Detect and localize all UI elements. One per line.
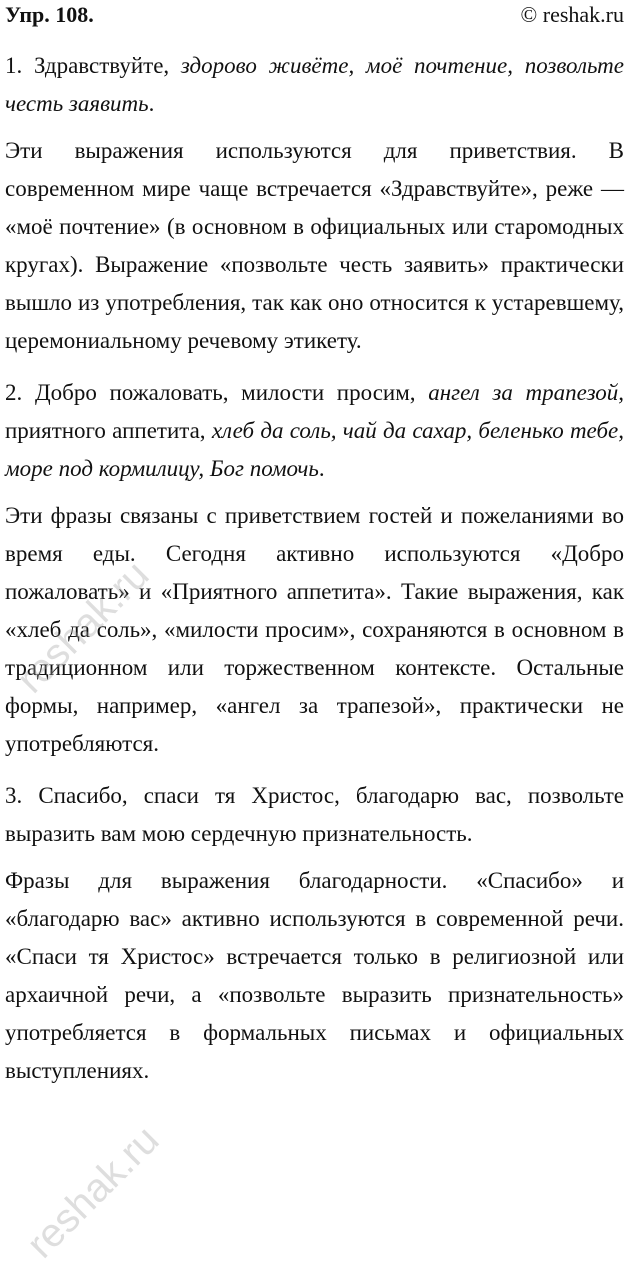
- item-number: 3.: [5, 783, 39, 808]
- item-italic-text: ангел за трапезой,: [428, 380, 624, 405]
- site-credit: © reshak.ru: [520, 2, 624, 27]
- item-end: .: [318, 456, 325, 481]
- item-number: 2.: [5, 380, 35, 405]
- item-1: [5, 47, 624, 123]
- watermark: reshak.ru: [8, 552, 158, 702]
- item-italic-text: здорово живёте, моё почтение, позвольте честь заявить: [5, 53, 624, 116]
- item-text: Здравствуйте,: [33, 53, 181, 78]
- item-text: Спасибо, спаси тя Христос, благодарю вас, позвольте выразить вам мою сердечную признательность.: [5, 783, 625, 846]
- explanation-1: Эти выражения используются для приветствия. В современном мире чаще встречается «Здравствуйте», реже — «моё почтение» (в основном в официальных или старомодных кругах). Выражение «позвольте честь заявить» практически вышло из употребления, так как оно относится к устаревшему, церемониальному речевому этикету.: [5, 138, 624, 353]
- exercise-page: [5, 0, 624, 1090]
- header: [5, 0, 624, 41]
- explanation-3: Фразы для выражения благодарности. «Спасибо» и «благодарю вас» активно используются в современной речи. «Спаси тя Христос» встречается только в религиозной или архаичной речи, а «позвольте выразить признательность» употребляется в формальных письмах и официальных выступлениях.: [5, 868, 624, 1083]
- watermark: reshak.ru: [18, 1117, 168, 1267]
- item-end: .: [148, 91, 155, 116]
- explanation-2: Эти фразы связаны с приветствием гостей и пожеланиями во время еды. Сегодня активно используются «Добро пожаловать» и «Приятного аппетита». Такие выражения, как «хлеб да соль», «милости просим», сохраняются в основном в традиционном или торжественном контексте. Остальные формы, например, «ангел за трапезой», практически не употребляются.: [5, 503, 624, 756]
- item-number: 1.: [5, 53, 34, 78]
- item-italic-text-2: хлеб да соль, чай да сахар, беленько тебе, море под кормилицу, Бог помочь: [5, 418, 624, 481]
- item-text-2: приятного аппетита,: [5, 418, 212, 443]
- item-text: Добро пожаловать, милости просим,: [34, 380, 429, 405]
- exercise-title: Упр. 108.: [5, 2, 94, 27]
- item-2: [5, 374, 624, 488]
- item-3: [5, 777, 624, 853]
